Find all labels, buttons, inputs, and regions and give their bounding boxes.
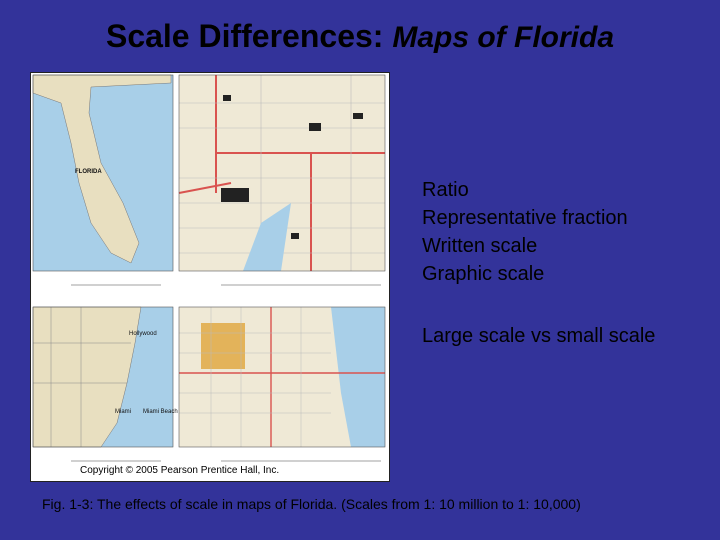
maps-illustration — [31, 73, 389, 481]
copyright-text: Copyright © 2005 Pearson Prentice Hall, Inc. — [80, 465, 280, 476]
miami-label: Miami — [115, 409, 131, 415]
bullet-item: Ratio — [422, 179, 469, 201]
hollywood-label: Hollywood — [129, 331, 157, 337]
bullet-list — [422, 176, 655, 350]
figure-caption: Fig. 1-3: The effects of scale in maps of Florida. (Scales from 1: 10 million to 1: 10,000) — [42, 496, 581, 512]
florida-state-map — [33, 75, 173, 271]
title-subtitle: Maps of Florida — [392, 21, 615, 54]
title-main: Scale Differences: — [105, 18, 384, 54]
neighborhood-map — [179, 307, 385, 447]
bullet-item: Written scale — [422, 235, 538, 257]
miami-beach-label: Miami Beach — [143, 409, 178, 415]
downtown-street-map — [179, 75, 385, 271]
bullet-item: Representative fraction — [422, 207, 628, 229]
florida-label: FLORIDA — [75, 169, 102, 175]
slide-title — [0, 18, 720, 55]
florida-maps-figure — [30, 72, 390, 482]
bullet-item-large-vs-small: Large scale vs small scale — [422, 325, 656, 347]
miami-region-map — [33, 307, 178, 447]
bullet-item: Graphic scale — [422, 263, 545, 285]
